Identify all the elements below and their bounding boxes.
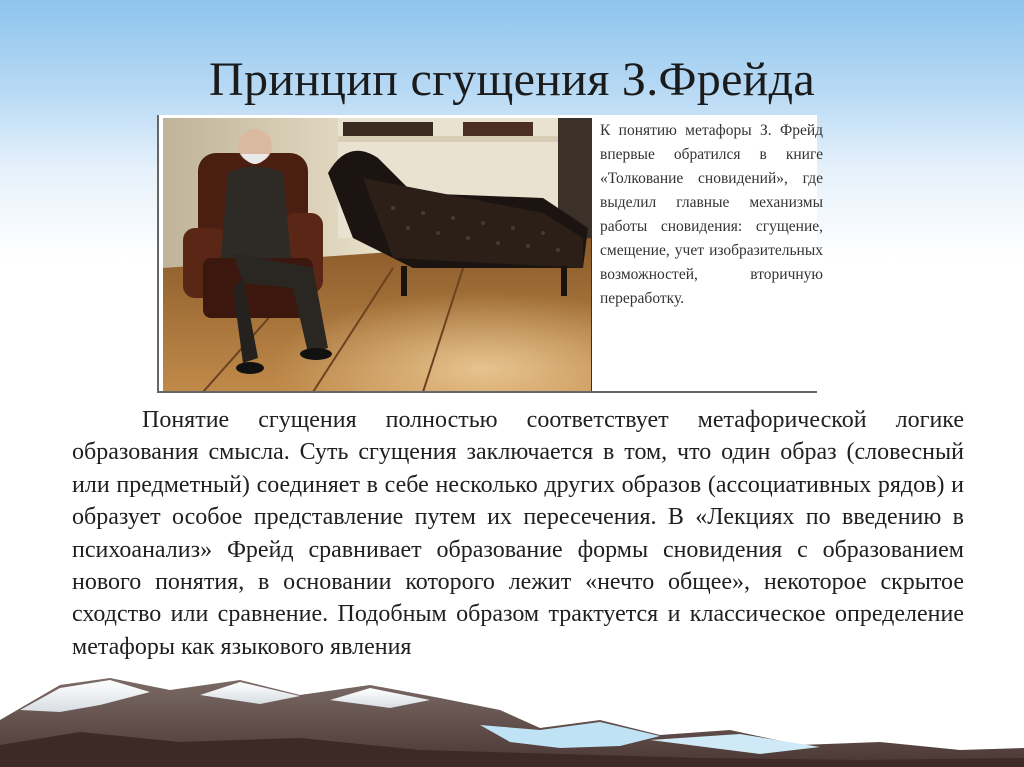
side-paragraph: [600, 119, 823, 389]
figure-border-left: [157, 115, 159, 393]
mountain-landscape-decoration: [0, 650, 1024, 767]
slide-title: Принцип сгущения З.Фрейда: [209, 53, 815, 106]
figure-border-bottom: [157, 391, 817, 393]
side-paragraph-text: К понятию метафоры З. Фрейд впервые обратился в книге «Толкование сновидений», где выделил главные механизмы работы сновидения: сгущение, смещение, учет изобразительных возможностей, вторичную: [600, 122, 823, 283]
freud-photo: [163, 118, 592, 392]
photo-illustration: [163, 118, 591, 392]
side-paragraph-last-line: переработку.: [600, 290, 685, 307]
main-paragraph: Понятие сгущения полностью соответствует метафорической логике образования смысла. Суть сгущения заключается в том, что один образ (словесный или предметный) соединяет в себе несколько других образов (ассоциативных рядов) и образует особое представление путем их пересечения. В «Лекциях по введению в психоанализ» Фрейд сравнивает образование формы сновидения с образованием нового понятия, в основании которого лежит «нечто общее», некоторое скрытое сходство или сравнение. Подобным образом трактуется и классическое определение метафоры как языкового явления: [72, 407, 964, 660]
figure-box: [157, 115, 823, 393]
